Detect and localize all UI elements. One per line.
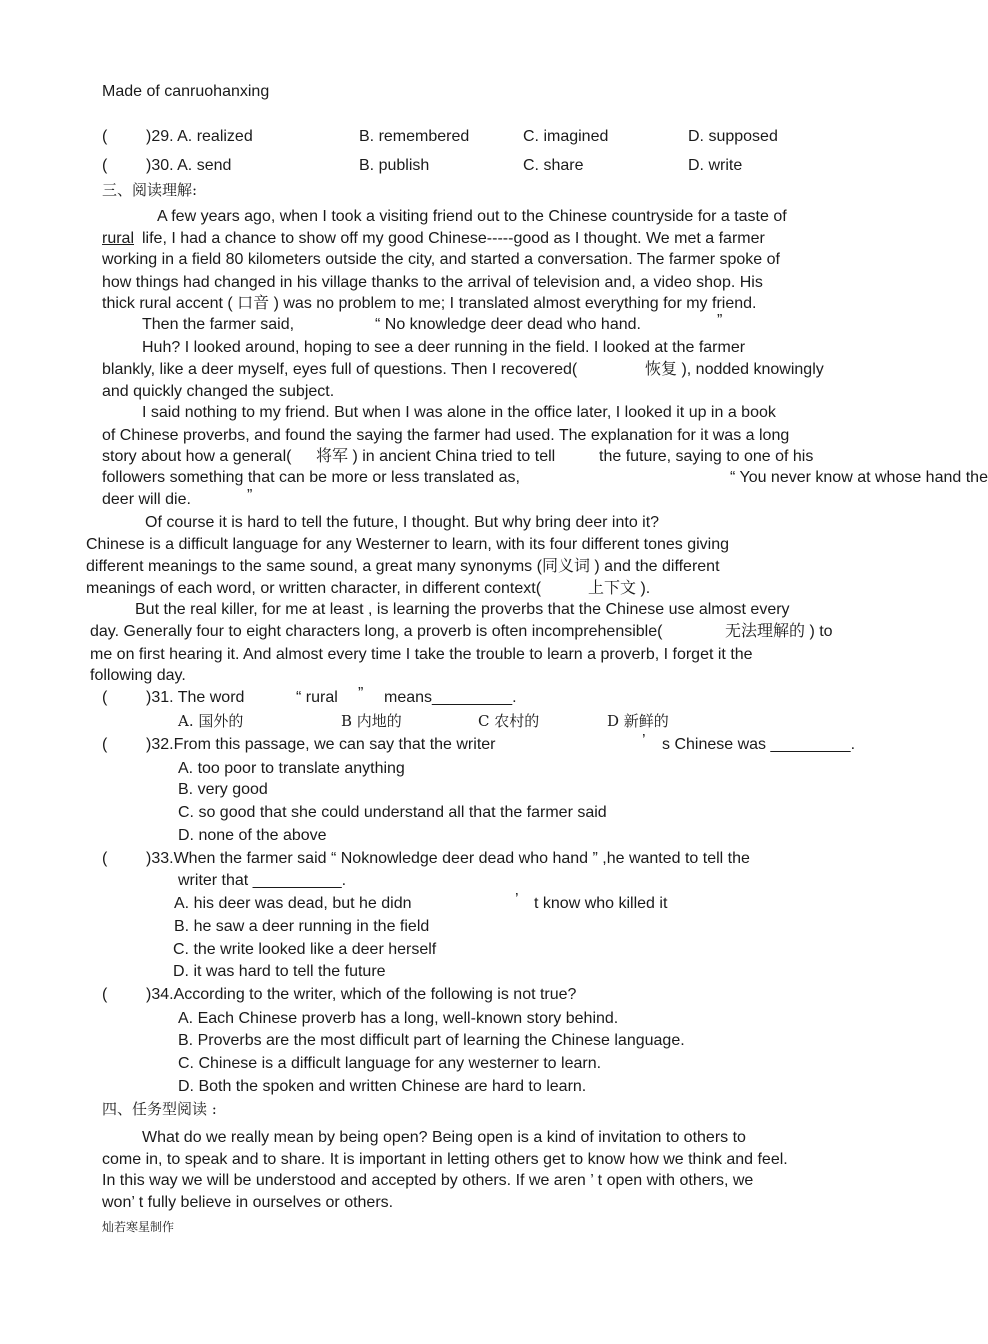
q32-apostrophe: ’	[642, 732, 646, 749]
passage-line: of Chinese proverbs, and found the saying the farmer had used. The explanation for it was a long	[102, 427, 790, 444]
section3-title: 三、阅读理解:	[102, 181, 198, 199]
passage-line: 恢复 ), nodded knowingly	[645, 361, 824, 378]
passage-rural-word: rural	[102, 230, 135, 247]
passage2-line: In this way we will be understood and accepted by others. If we aren ’ t open with others, we	[102, 1172, 754, 1189]
passage-line: the future, saying to one of his	[599, 448, 814, 465]
passage-line: followers something that can be more or less translated as,	[102, 469, 520, 486]
passage-line: me on first hearing it. And almost every time I take the trouble to learn a proverb, I forget it the	[90, 646, 753, 663]
q30-option-a: )30. A. send	[146, 157, 232, 174]
q33-option-d: D. it was hard to tell the future	[173, 963, 386, 980]
q33-paren: (	[102, 850, 108, 867]
passage-line: I said nothing to my friend. But when I was alone in the office later, I looked it up in a book	[142, 404, 776, 421]
passage-quote: “ No knowledge deer dead who hand.	[375, 316, 641, 333]
passage-line: 无法理解的 ) to	[725, 623, 833, 640]
q31-option-b: B 内地的	[341, 712, 402, 730]
q32-option-b: B. very good	[178, 781, 268, 798]
passage-quote-close: ”	[717, 312, 723, 329]
passage-line: But the real killer, for me at least , is learning the proverbs that the Chinese use almost every	[135, 601, 790, 618]
q29-option-d: D. supposed	[688, 128, 778, 145]
q32-option-c: C. so good that she could understand all that the farmer said	[178, 804, 607, 821]
passage2-line: What do we really mean by being open? Being open is a kind of invitation to others to	[142, 1129, 746, 1146]
footer-text: 灿若寒星制作	[102, 1220, 175, 1234]
q34-option-b: B. Proverbs are the most difficult part of learning the Chinese language.	[178, 1032, 685, 1049]
q33-stem-2: writer that __________.	[178, 872, 347, 889]
passage2-line: won’ t fully believe in ourselves or others.	[102, 1194, 394, 1211]
q29-paren: (	[102, 128, 108, 145]
q32-option-d: D. none of the above	[178, 827, 327, 844]
q31-option-d: D 新鲜的	[607, 712, 669, 730]
q29-option-a: )29. A. realized	[146, 128, 253, 145]
passage-line: following day.	[90, 667, 186, 684]
passage-line: how things had changed in his village thanks to the arrival of television and, a video shop. His	[102, 274, 763, 291]
q32-paren: (	[102, 736, 108, 753]
passage-line: Huh? I looked around, hoping to see a deer running in the field. I looked at the farmer	[142, 339, 746, 356]
q31-option-a: A. 国外的	[178, 712, 244, 730]
passage-line: Chinese is a difficult language for any Westerner to learn, with its four different tones giving	[86, 536, 730, 553]
q31-stem: )31. The word	[146, 689, 245, 706]
q32-stem: )32.From this passage, we can say that the writer	[146, 736, 496, 753]
q33-option-c: C. the write looked like a deer herself	[173, 941, 437, 958]
passage-line: 上下文 ).	[588, 580, 651, 597]
q31-option-c: C 农村的	[478, 712, 540, 730]
passage-line: A few years ago, when I took a visiting friend out to the Chinese countryside for a taste of	[157, 208, 787, 225]
q34-paren: (	[102, 986, 108, 1003]
q34-option-d: D. Both the spoken and written Chinese are hard to learn.	[178, 1078, 587, 1095]
q33-option-b: B. he saw a deer running in the field	[174, 918, 430, 935]
passage-line: Then the farmer said,	[142, 316, 295, 333]
section4-title: 四、任务型阅读 :	[102, 1100, 217, 1118]
passage-line: day. Generally four to eight characters long, a proverb is often incomprehensible(	[90, 623, 663, 640]
q29-option-b: B. remembered	[359, 128, 470, 145]
q30-option-d: D. write	[688, 157, 743, 174]
passage-quote: “ You never know at whose hand the	[730, 469, 988, 486]
q30-paren: (	[102, 157, 108, 174]
q34-option-a: A. Each Chinese proverb has a long, well-known story behind.	[178, 1010, 619, 1027]
q29-option-c: C. imagined	[523, 128, 609, 145]
passage-line: thick rural accent ( 口音 ) was no problem to me; I translated almost everything for my friend.	[102, 295, 757, 312]
q33-option-a-apostrophe: ’	[515, 891, 519, 908]
passage-line: deer will die.	[102, 491, 191, 508]
passage2-line: come in, to speak and to share. It is important in letting others get to know how we think and feel.	[102, 1151, 788, 1168]
passage-line: blankly, like a deer myself, eyes full of questions. Then I recovered(	[102, 361, 578, 378]
q30-option-b: B. publish	[359, 157, 430, 174]
q31-quote-close: ”	[358, 685, 364, 702]
passage-line: different meanings to the same sound, a great many synonyms (同义词 ) and the different	[86, 558, 720, 575]
q34-option-c: C. Chinese is a difficult language for any westerner to learn.	[178, 1055, 602, 1072]
q32-tail: s Chinese was _________.	[662, 736, 856, 753]
passage-line: life, I had a chance to show off my good Chinese-----good as I thought. We met a farmer	[142, 230, 765, 247]
q33-stem: )33.When the farmer said “ Noknowledge deer dead who hand ” ,he wanted to tell the	[146, 850, 750, 867]
q31-paren: (	[102, 689, 108, 706]
q31-tail: means_________.	[384, 689, 517, 706]
q33-option-a: A. his deer was dead, but he didn	[174, 895, 412, 912]
passage-line: meanings of each word, or written character, in different context(	[86, 580, 542, 597]
passage-line: story about how a general(	[102, 448, 292, 465]
header-text: Made of canruohanxing	[102, 83, 270, 100]
q32-option-a: A. too poor to translate anything	[178, 760, 405, 777]
passage-line: Of course it is hard to tell the future, I thought. But why bring deer into it?	[145, 514, 660, 531]
passage-line: and quickly changed the subject.	[102, 383, 335, 400]
q34-stem: )34.According to the writer, which of the following is not true?	[146, 986, 577, 1003]
q31-quote: “ rural	[296, 689, 338, 706]
passage-quote-close: ”	[247, 487, 253, 504]
passage-line: working in a field 80 kilometers outside the city, and started a conversation. The farmer spoke of	[102, 251, 780, 268]
passage-line: 将军 ) in ancient China tried to tell	[316, 448, 556, 465]
q33-option-a-tail: t know who killed it	[534, 895, 668, 912]
q30-option-c: C. share	[523, 157, 584, 174]
